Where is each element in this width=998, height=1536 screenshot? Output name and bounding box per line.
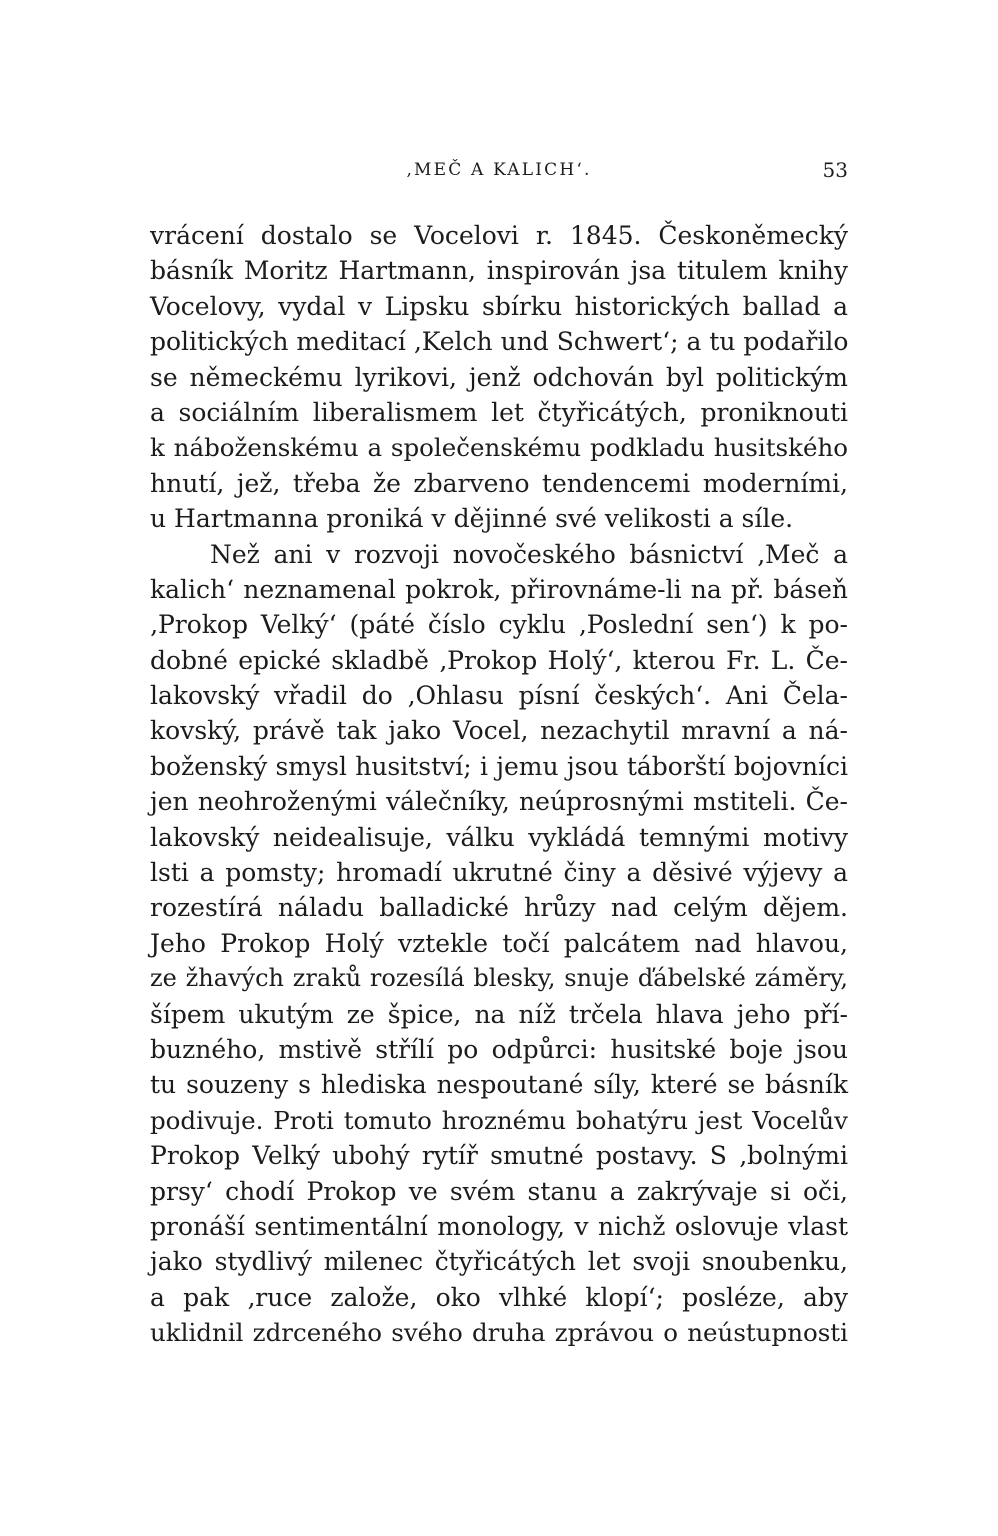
text-line: rozestírá náladu balladické hrůzy nad celým dějem. <box>150 893 848 923</box>
text-line: a pak ‚ruce založe, oko vlhké klopí‘; posléze, aby <box>150 1282 848 1312</box>
text-line: a sociálním liberalismem let čtyřicátých, proniknouti <box>150 397 848 427</box>
text-line: k náboženskému a společenskému podkladu husitského <box>150 433 848 463</box>
text-line: politických meditací ‚Kelch und Schwert‘; a tu podařilo <box>150 327 849 357</box>
text-line: prsy‘ chodí Prokop ve svém stanu a zakrývaje si oči, <box>150 1176 848 1206</box>
text-line: pronáší sentimentální monology, v nichž oslovuje vlast <box>150 1211 848 1241</box>
text-line: lakovský neidealisuje, válku vykládá temnými motivy <box>150 822 848 852</box>
running-title: ‚MEČ A KALICH‘. <box>406 160 592 180</box>
text-line: jen neohroženými válečníky, neúprosnými mstiteli. Če- <box>150 787 848 817</box>
text-line: boženský smysl husitství; i jemu jsou táborští bojovníci <box>150 751 848 781</box>
text-line: se německému lyrikovi, jenž odchován byl politickým <box>150 362 848 392</box>
text-line: lakovský vřadil do ‚Ohlasu písní českých‘. Ani Čela- <box>150 681 848 711</box>
text-line: ‚Prokop Velký‘ (páté číslo cyklu ‚Poslední sen‘) k po- <box>150 610 848 640</box>
text-line: podivuje. Proti tomuto hroznému bohatýru jest Vocelův <box>150 1105 848 1135</box>
text-line: Vocelovy, vydal v Lipsku sbírku historických ballad a <box>150 291 848 321</box>
paragraph-end-line: u Hartmanna proniká v dějinné své velikosti a síle. <box>150 504 794 534</box>
text-line: vrácení dostalo se Vocelovi r. 1845. Českoněmecký <box>150 221 848 250</box>
text-line: buzného, mstivě střílí po odpůrci: husitské boje jsou <box>150 1034 848 1064</box>
running-head <box>150 150 848 190</box>
text-line: básník Moritz Hartmann, inspirován jsa titulem knihy <box>150 256 848 286</box>
text-line: ze žhavých zraků rozesílá blesky, snuje ďábelské záměry, <box>150 964 848 993</box>
text-line: kovský, právě tak jako Vocel, nezachytil mravní a ná- <box>150 716 848 746</box>
text-line: Jeho Prokop Holý vztekle točí palcátem nad hlavou, <box>150 928 848 958</box>
text-line: šípem ukutým ze špice, na níž trčela hlava jeho pří- <box>150 999 848 1029</box>
text-line: tu souzeny s hlediska nespoutané síly, které se básník <box>150 1070 848 1100</box>
paragraph-start-line: Než ani v rozvoji novočeského básnictví ‚Meč a <box>210 539 848 569</box>
text-line: lsti a pomsty; hromadí ukrutné činy a děsivé výjevy a <box>150 858 848 888</box>
page-number: 53 <box>822 158 848 182</box>
text-line: dobné epické skladbě ‚Prokop Holý‘, kterou Fr. L. Če- <box>150 645 848 675</box>
text-line: hnutí, jež, třeba že zbarveno tendencemi moderními, <box>150 468 848 498</box>
text-line: uklidnil zdrceného svého druha zprávou o neústupnosti <box>150 1318 848 1348</box>
text-line: Prokop Velký ubohý rytíř smutné postavy. S ‚bolnými <box>150 1141 848 1171</box>
text-line: jako stydlivý milenec čtyřicátých let svoji snoubenku, <box>150 1247 848 1277</box>
text-line: kalich‘ neznamenal pokrok, přirovnáme-li na př. báseň <box>150 574 848 604</box>
body-text <box>150 218 848 1351</box>
